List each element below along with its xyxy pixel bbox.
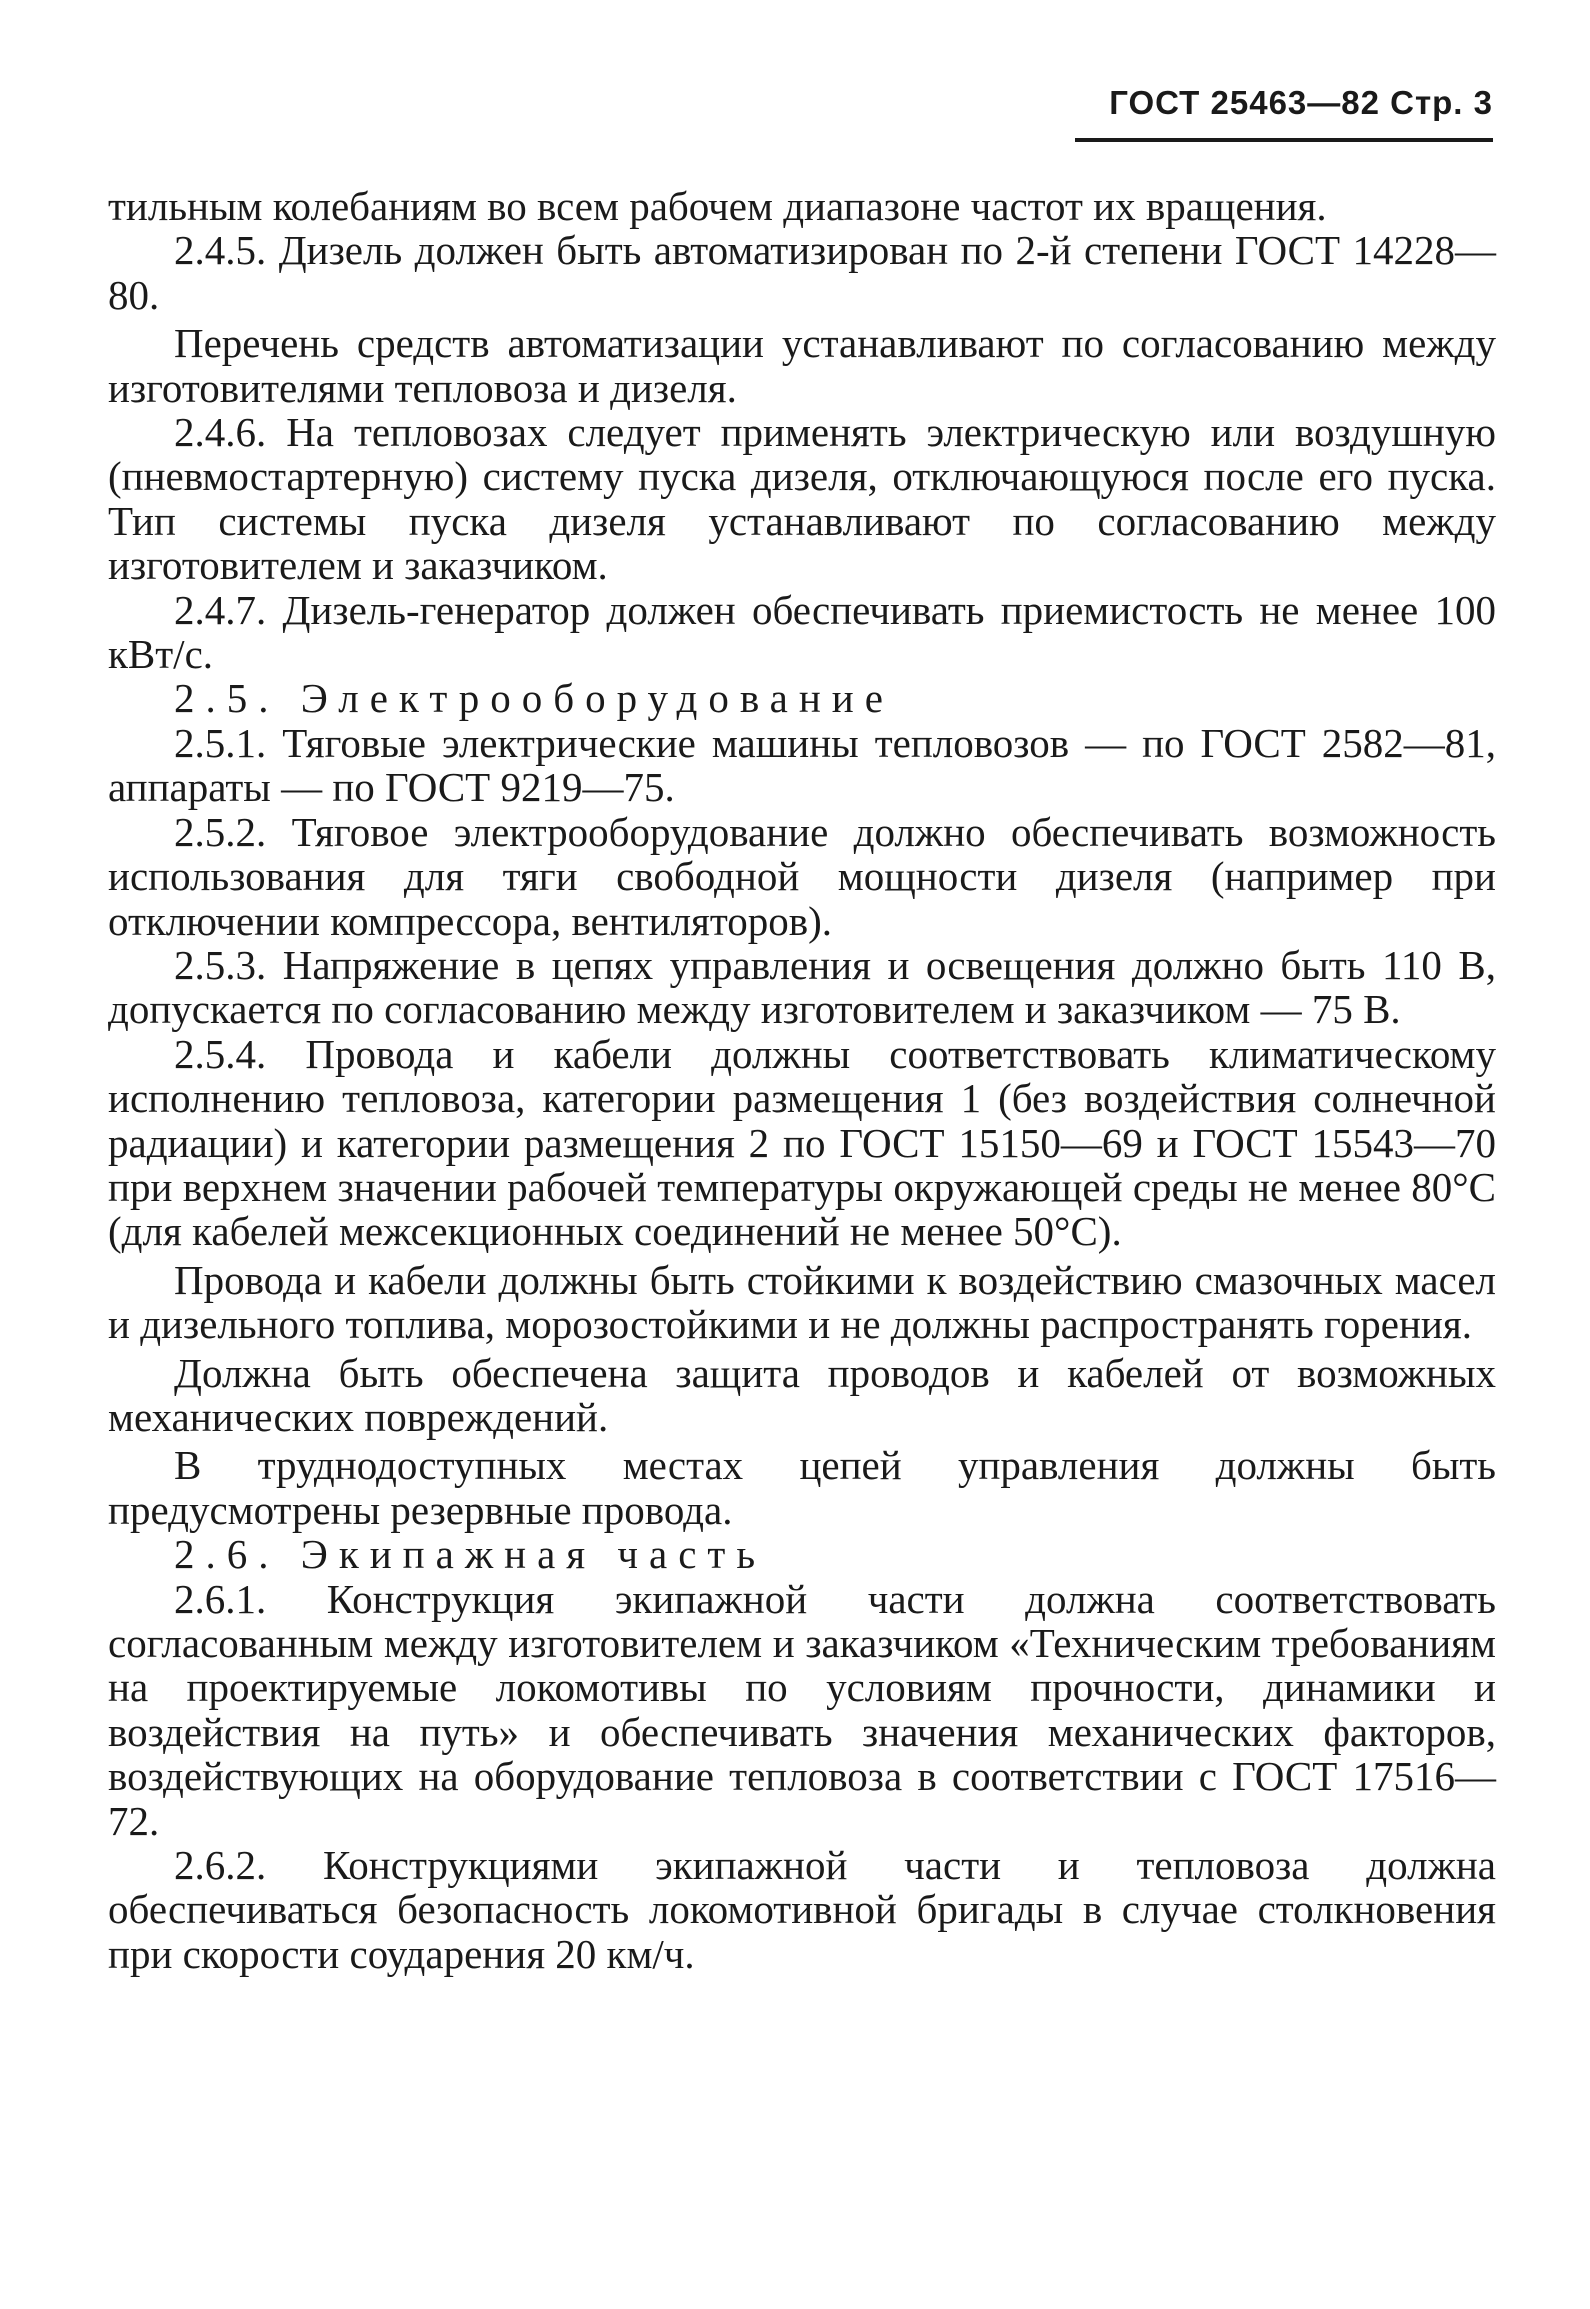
header-rule bbox=[1075, 138, 1493, 142]
section-heading-2-6: 2.6. Экипажная часть bbox=[174, 1531, 767, 1578]
paragraph-2-5-1: 2.5.1. Тяговые электрические машины тепловозов — по ГОСТ 2582—81, аппараты — по ГОСТ 9219—75. bbox=[108, 719, 1496, 811]
paragraph-continuation: тильным колебаниям во всем рабочем диапазоне частот их вращения. bbox=[108, 183, 1327, 229]
document-body bbox=[108, 184, 1496, 1976]
paragraph-2-5-2: 2.5.2. Тяговое электрооборудование должно обеспечивать возможность использования для тяги свободной мощности дизеля (например при отключении компрессора, вентиляторов). bbox=[108, 808, 1496, 944]
paragraph-2-5-4: 2.5.4. Провода и кабели должны соответствовать климатическому исполнению тепловоза, категории размещения 1 (без воздействия солнечной радиации) и категории размещения 2 по ГОСТ 15150—69 и ГОСТ 15543—70 при верхнем значении рабочей температуры окружающей среды не менее 80°С (для кабелей межсекционных соединений не менее 50°С). bbox=[108, 1030, 1496, 1255]
section-heading-2-5: 2.5. Электрооборудование bbox=[174, 675, 894, 722]
paragraph-2-6-1: 2.6.1. Конструкция экипажной части должна соответствовать согласованным между изготовителем и заказчиком «Техническим требованиям на проектируемые локомотивы по условиям прочности, динамики и воздействия на путь» и обеспечивать значения механических факторов, воздействующих на оборудование тепловоза в соответствии с ГОСТ 17516—72. bbox=[108, 1575, 1496, 1844]
paragraph-cables-resistance: Провода и кабели должны быть стойкими к воздействию смазочных масел и дизельного топлива, морозостойкими и не должны распространять горения. bbox=[108, 1256, 1496, 1348]
paragraph-2-4-7: 2.4.7. Дизель-генератор должен обеспечивать приемистость не менее 100 кВт/с. bbox=[108, 586, 1496, 678]
paragraph-2-5-3: 2.5.3. Напряжение в цепях управления и освещения должно быть 110 В, допускается по согласованию между изготовителем и заказчиком — 75 В. bbox=[108, 941, 1496, 1033]
paragraph-2-4-5: 2.4.5. Дизель должен быть автоматизирован по 2-й степени ГОСТ 14228—80. bbox=[108, 227, 1496, 318]
page-header: ГОСТ 25463—82 Стр. 3 bbox=[1109, 84, 1493, 121]
paragraph-2-6-2: 2.6.2. Конструкциями экипажной части и тепловоза должна обеспечиваться безопасность локомотивной бригады в случае столкновения при скорости соударения 20 км/ч. bbox=[108, 1842, 1496, 1977]
paragraph-cables-protection: Должна быть обеспечена защита проводов и кабелей от возможных механических повреждений. bbox=[108, 1349, 1496, 1440]
paragraph-2-4-6: 2.4.6. На тепловозах следует применять электрическую или воздушную (пневмостартерную) систему пуска дизеля, отключающуюся после его пуска. Тип системы пуска дизеля устанавливают по согласованию между изготовителем и заказчиком. bbox=[108, 409, 1496, 589]
paragraph-reserve-wires: В труднодоступных местах цепей управления должны быть предусмотрены резервные провода. bbox=[108, 1442, 1496, 1533]
paragraph-automation-list: Перечень средств автоматизации устанавливают по согласованию между изготовителями тепловоза и дизеля. bbox=[108, 320, 1496, 411]
